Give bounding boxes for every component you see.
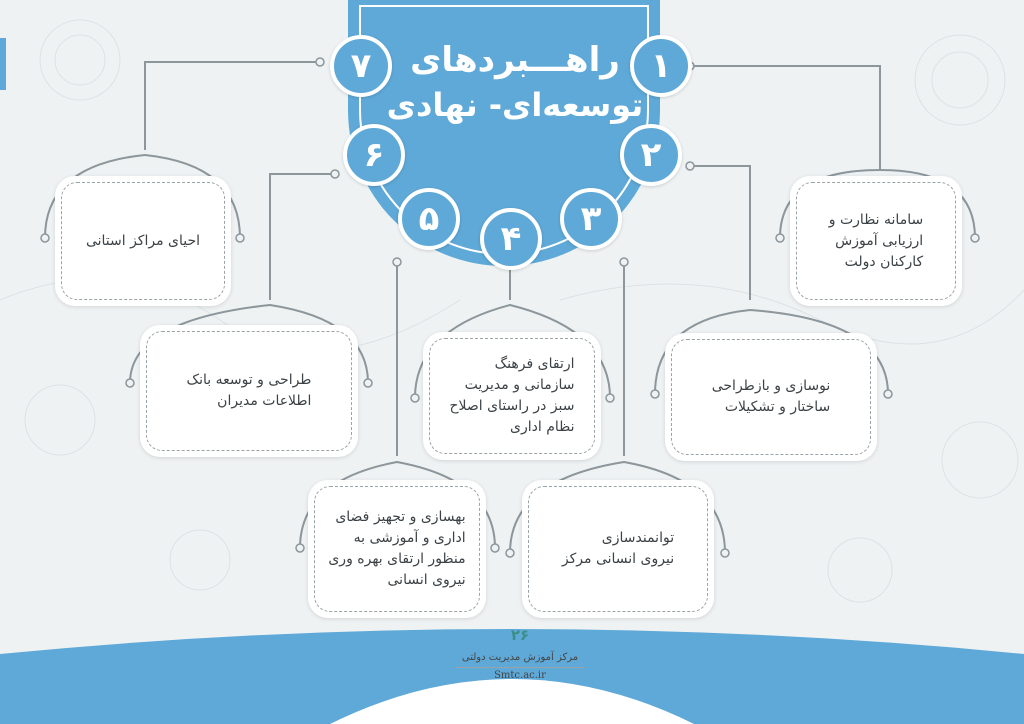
- number-circle-7: ۷: [330, 35, 392, 97]
- diagram-title: [380, 38, 650, 128]
- number-circle-1: ۱: [630, 35, 692, 97]
- number-circle-5: ۵: [398, 188, 460, 250]
- page-number: ۲۶: [510, 626, 530, 644]
- title-line-1: راهـــبردهای: [410, 40, 620, 80]
- strategy-box-2: [665, 333, 877, 461]
- strategy-text-1: سامانه نظارت و ارزیابی آموزش کارکنان دولت: [828, 211, 924, 270]
- number-circle-3: ۳: [560, 188, 622, 250]
- strategy-text-3: توانمندسازی نیروی انسانی مرکز: [561, 530, 675, 567]
- footer-divider: [455, 667, 585, 668]
- strategy-box-4: [423, 332, 601, 460]
- strategy-text-4: ارتقای فرهنگ سازمانی و مدیریت سبز در راستای اصلاح نظام اداری: [449, 356, 575, 435]
- number-circle-4: ۴: [480, 208, 542, 270]
- strategy-text-5: بهسازی و تجهیز فضای اداری و آموزشی به منظور ارتقای بهره وری نیروی انسانی: [328, 509, 466, 588]
- number-circle-6: ۶: [343, 124, 405, 186]
- strategy-box-6: [140, 325, 358, 457]
- number-circle-2: ۲: [620, 124, 682, 186]
- strategy-text-6: طراحی و توسعه بانک اطلاعات مدیران: [186, 372, 312, 409]
- strategy-box-1: [790, 176, 962, 306]
- strategy-box-5: [308, 480, 486, 618]
- strategy-text-2: نوسازی و بازطراحی ساختار و تشکیلات: [711, 378, 831, 415]
- title-line-2: توسعه‌ای- نهادی: [386, 86, 644, 124]
- website-link[interactable]: Smtc.ac.ir: [494, 670, 546, 681]
- organization-name: مرکز آموزش مدیریت دولتی: [461, 652, 579, 663]
- strategy-box-3: [522, 480, 714, 618]
- strategy-box-7: [55, 176, 231, 306]
- strategy-text-7: احیای مراکز استانی: [85, 232, 201, 249]
